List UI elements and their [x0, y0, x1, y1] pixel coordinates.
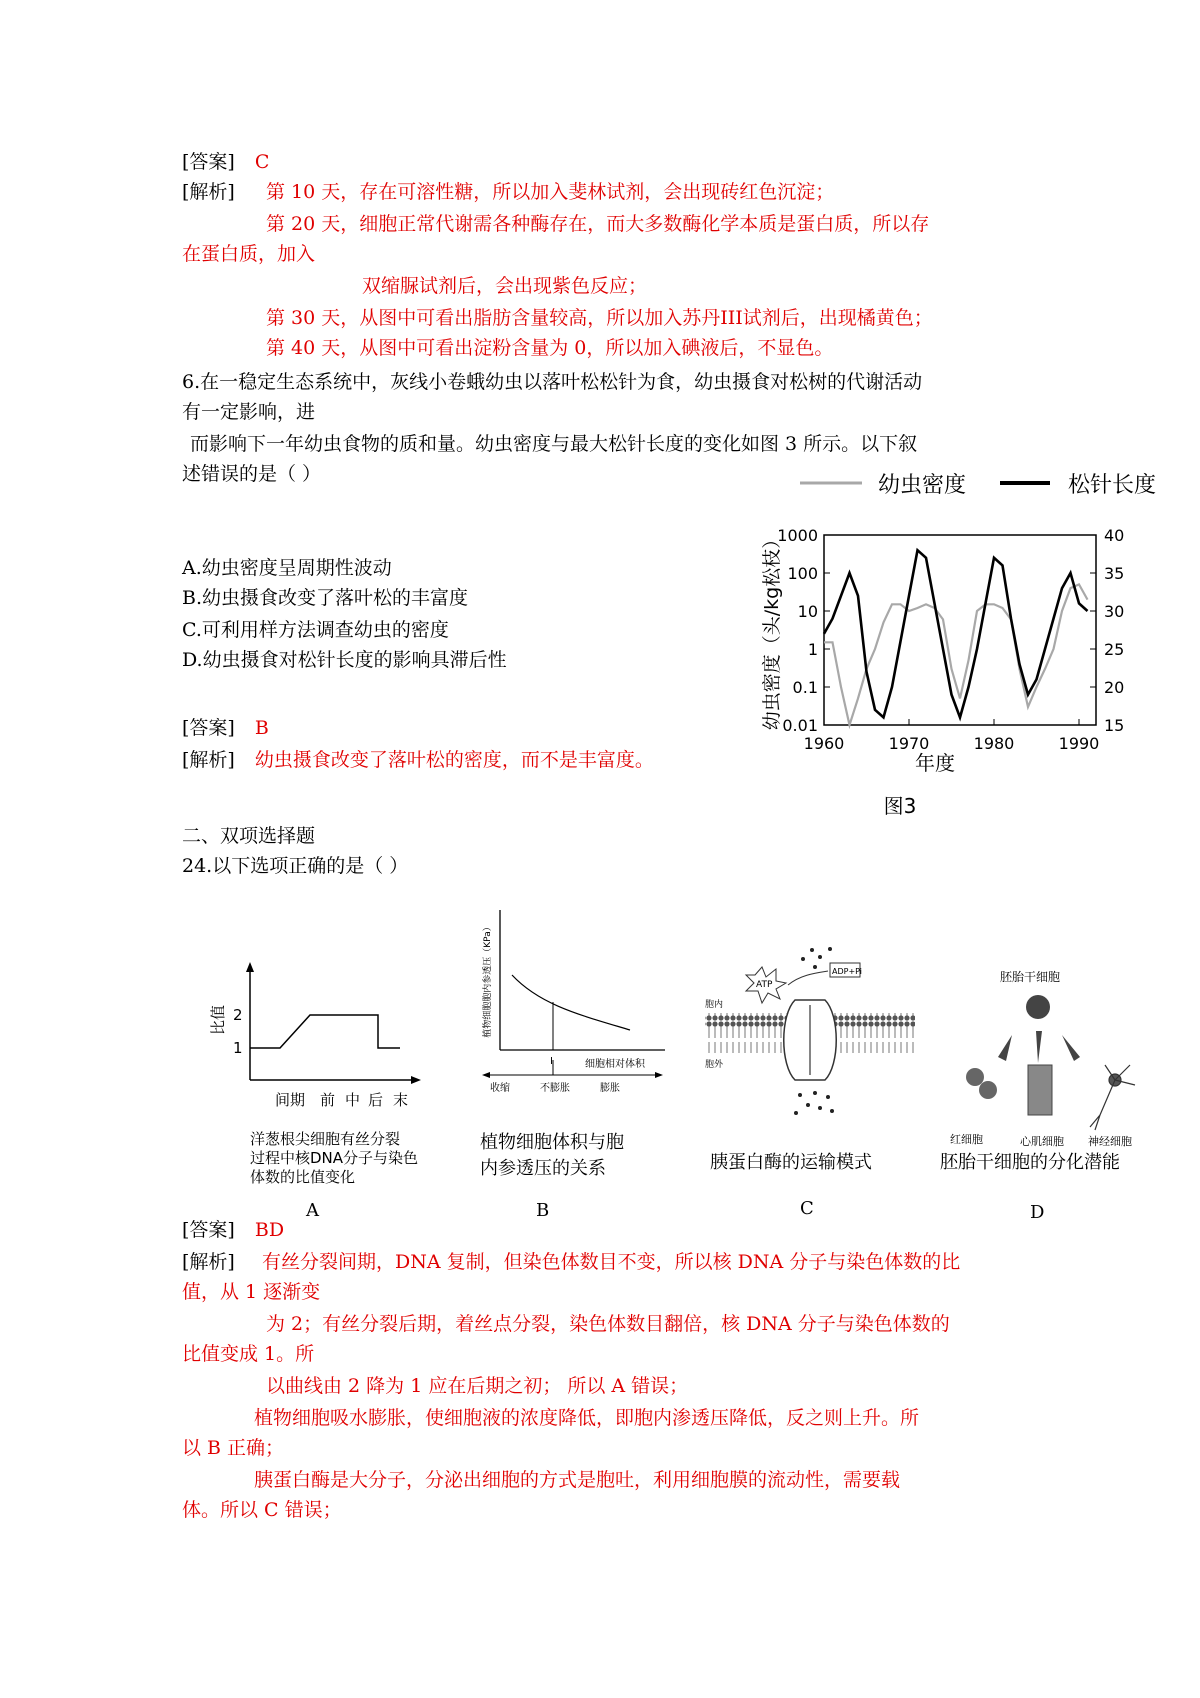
fig-b-arrow-label-left: 收缩 — [490, 1083, 510, 1094]
fig-d-neuron — [1090, 1065, 1135, 1130]
fig-a-caption-line: 过程中核DNA分子与染色 — [250, 1149, 419, 1167]
fig-d-cell-label: 神经细胞 — [1088, 1135, 1132, 1148]
figure-3-chart — [750, 465, 1170, 825]
analysis-line: 双缩脲试剂后，会出现紫色反应； — [362, 275, 648, 297]
fig-b-arrow-right — [655, 1072, 663, 1078]
fig-d-red-cell — [966, 1068, 984, 1086]
figure-a — [205, 960, 435, 1110]
fig-b-xlabel: 细胞相对体积 — [585, 1059, 645, 1070]
right-axis-ticks — [1090, 526, 1124, 735]
analysis-line: 胰蛋白酶是大分子，分泌出细胞的方式是胞吐，利用细胞膜的流动性，需要载 — [254, 1469, 901, 1491]
fig-b-arrow-label-right: 膨胀 — [600, 1083, 620, 1094]
fig-b-arrow-left — [482, 1072, 490, 1078]
fig-a-caption-line: 体数的比值变化 — [250, 1168, 356, 1186]
fig-b-caption-line: 植物细胞体积与胞 — [480, 1132, 624, 1153]
x-axis-tick-label: 1970 — [888, 734, 930, 753]
answer-label: [答案] — [182, 717, 235, 739]
left-axis-label: 幼虫密度（头/kg松枝） — [761, 529, 783, 731]
figure-b — [470, 905, 670, 1095]
q5-analysis-label — [182, 178, 235, 206]
q24-answer — [182, 1216, 284, 1244]
analysis-text: 幼虫摄食改变了落叶松的密度，而不是丰富度。 — [254, 749, 654, 771]
q6-analysis — [182, 746, 654, 774]
analysis-line: 第 10 天，存在可溶性糖，所以加入斐林试剂，会出现砖红色沉淀； — [266, 181, 835, 203]
fig-b-letter: B — [536, 1200, 550, 1221]
fig-a-x-label: 间期 — [275, 1091, 306, 1109]
analysis-line: 第 20 天，细胞正常代谢需各种酶存在，而大多数酶化学本质是蛋白质，所以存 — [266, 213, 930, 235]
fig-a-x-label: 前 — [320, 1091, 336, 1109]
analysis-line: 体。所以 C 错误； — [182, 1499, 342, 1521]
answer-label: [答案] — [182, 1219, 235, 1241]
answer-value: B — [254, 717, 269, 739]
fig-d-letter: D — [1030, 1202, 1045, 1223]
legend-density-label: 幼虫密度 — [878, 473, 967, 498]
fig-b-arrow-label-mid: 不膨胀 — [540, 1083, 570, 1094]
answer-value: C — [254, 151, 270, 173]
fig-a-ylabel: 比值 — [209, 1004, 227, 1036]
q6-stem-line: 而影响下一年幼虫食物的质和量。幼虫密度与最大松针长度的变化如图 3 所示。以下叙 — [190, 433, 918, 455]
fig-d-cell-label: 心肌细胞 — [1020, 1135, 1064, 1148]
fig-a-y-arrow — [246, 962, 254, 972]
fig-c-caption: 胰蛋白酶的运输模式 — [710, 1152, 872, 1173]
q6-stem-line: 述错误的是（ ） — [182, 463, 322, 485]
fig-a-x-label: 末 — [393, 1091, 409, 1109]
analysis-line: 以曲线由 2 降为 1 应在后期之初； 所以 A 错误； — [266, 1375, 689, 1397]
fig-a-curve — [250, 1015, 400, 1048]
fig-d-stem-cell — [1026, 995, 1050, 1019]
x-axis-tick-label: 1990 — [1058, 734, 1100, 753]
analysis-line: 值，从 1 逐渐变 — [182, 1281, 321, 1303]
fig-d-red-cell — [979, 1081, 997, 1099]
fig-d-muscle-cell — [1028, 1065, 1052, 1115]
fig-b-ylabel: 植物细胞胞内参透压（KPa） — [483, 922, 493, 1038]
fig-b-caption-line: 内参透压的关系 — [480, 1158, 606, 1179]
analysis-line: 第 30 天，从图中可看出脂肪含量较高，所以加入苏丹III试剂后，出现橘黄色； — [266, 307, 933, 329]
x-axis-ticks — [804, 719, 1100, 753]
left-axis-tick-label: 0.1 — [792, 678, 818, 697]
fig-c-outside-label: 胞外 — [705, 1060, 724, 1070]
x-axis-tick-label: 1960 — [803, 734, 845, 753]
fig-a-x-label: 后 — [368, 1091, 384, 1109]
right-axis-tick-label: 15 — [1104, 716, 1125, 735]
fig-a-x-arrow — [411, 1076, 421, 1084]
fig-d-caption: 胚胎干细胞的分化潜能 — [940, 1152, 1120, 1173]
fig-c-reaction-arrow — [788, 971, 828, 985]
q6-stem-line: 有一定影响，进 — [182, 401, 316, 423]
analysis-line: 为 2；有丝分裂后期，着丝点分裂，染色体数目翻倍，核 DNA 分子与染色体数的 — [266, 1313, 950, 1335]
fig-b-caption — [480, 1130, 624, 1182]
fig-a-caption-line: 洋葱根尖细胞有丝分裂 — [250, 1130, 401, 1148]
fig-c-atp-label: ATP — [756, 980, 773, 990]
fig-c-inside-label: 胞内 — [705, 1000, 724, 1010]
analysis-line: 有丝分裂间期，DNA 复制，但染色体数目不变，所以核 DNA 分子与染色体数的比 — [262, 1251, 961, 1273]
q6-answer — [182, 714, 269, 742]
right-axis-tick-label: 20 — [1104, 678, 1125, 697]
q24-stem: 24.以下选项正确的是（ ） — [182, 855, 409, 877]
fig-c-letter: C — [800, 1198, 814, 1219]
x-axis-label: 年度 — [915, 751, 955, 775]
option-a: A.幼虫密度呈周期性波动 — [182, 557, 392, 579]
analysis-line: 第 40 天，从图中可看出淀粉含量为 0，所以加入碘液后，不显色。 — [266, 337, 834, 359]
analysis-label: [解析] — [182, 749, 235, 771]
option-b: B.幼虫摄食改变了落叶松的丰富度 — [182, 587, 469, 609]
fig-a-x-label: 中 — [345, 1091, 361, 1109]
option-d: D.幼虫摄食对松针长度的影响具滞后性 — [182, 649, 507, 671]
fig-d-cell-label: 红细胞 — [950, 1133, 983, 1146]
legend-needle-label: 松针长度 — [1068, 473, 1157, 498]
fig-a-tick-1: 1 — [233, 1039, 243, 1057]
fig-a-letter: A — [306, 1200, 319, 1221]
fig-c-adp-label: ADP+Pi — [832, 967, 863, 976]
q6-stem-line: 6.在一稳定生态系统中，灰线小卷蛾幼虫以落叶松松针为食，幼虫摄食对松树的代谢活动 — [182, 371, 923, 393]
q24-analysis-label — [182, 1248, 235, 1276]
fig-d-arrow-right — [1062, 1035, 1080, 1061]
q5-answer — [182, 148, 269, 176]
analysis-line: 植物细胞吸水膨胀，使细胞液的浓度降低，即胞内渗透压降低，反之则上升。所 — [254, 1407, 920, 1429]
figure-d — [930, 965, 1150, 1155]
fig-d-top-label: 胚胎干细胞 — [1000, 970, 1061, 984]
answer-label: [答案] — [182, 151, 235, 173]
figure-c — [700, 945, 920, 1155]
option-c: C.可利用样方法调查幼虫的密度 — [182, 619, 449, 641]
analysis-label: [解析] — [182, 181, 235, 203]
series-needle-line — [824, 550, 1088, 717]
fig-b-marker: I — [550, 1056, 553, 1067]
answer-value: BD — [254, 1219, 285, 1241]
left-axis-tick-label: 1000 — [777, 526, 818, 545]
fig-d-arrow-left — [998, 1035, 1012, 1061]
left-axis-tick-label: 1 — [807, 640, 818, 659]
right-axis-tick-label: 40 — [1104, 526, 1125, 545]
analysis-line: 以 B 正确； — [182, 1437, 285, 1459]
left-axis-tick-label: 10 — [797, 602, 818, 621]
fig-d-arrow-mid — [1036, 1031, 1042, 1063]
analysis-line: 比值变成 1。所 — [182, 1343, 315, 1365]
section-heading: 二、双项选择题 — [182, 825, 316, 847]
fig-a-caption — [250, 1130, 418, 1187]
fig-b-curve — [512, 975, 630, 1030]
fig-a-tick-2: 2 — [233, 1006, 243, 1024]
figure-title: 图3 — [883, 794, 917, 818]
right-axis-tick-label: 30 — [1104, 602, 1125, 621]
analysis-line: 在蛋白质，加入 — [182, 243, 316, 265]
analysis-label: [解析] — [182, 1251, 235, 1273]
right-axis-tick-label: 25 — [1104, 640, 1125, 659]
left-axis-tick-label: 0.01 — [782, 716, 818, 735]
right-axis-tick-label: 35 — [1104, 564, 1125, 583]
x-axis-tick-label: 1980 — [973, 734, 1015, 753]
left-axis-tick-label: 100 — [787, 564, 818, 583]
left-axis-ticks — [777, 526, 830, 735]
